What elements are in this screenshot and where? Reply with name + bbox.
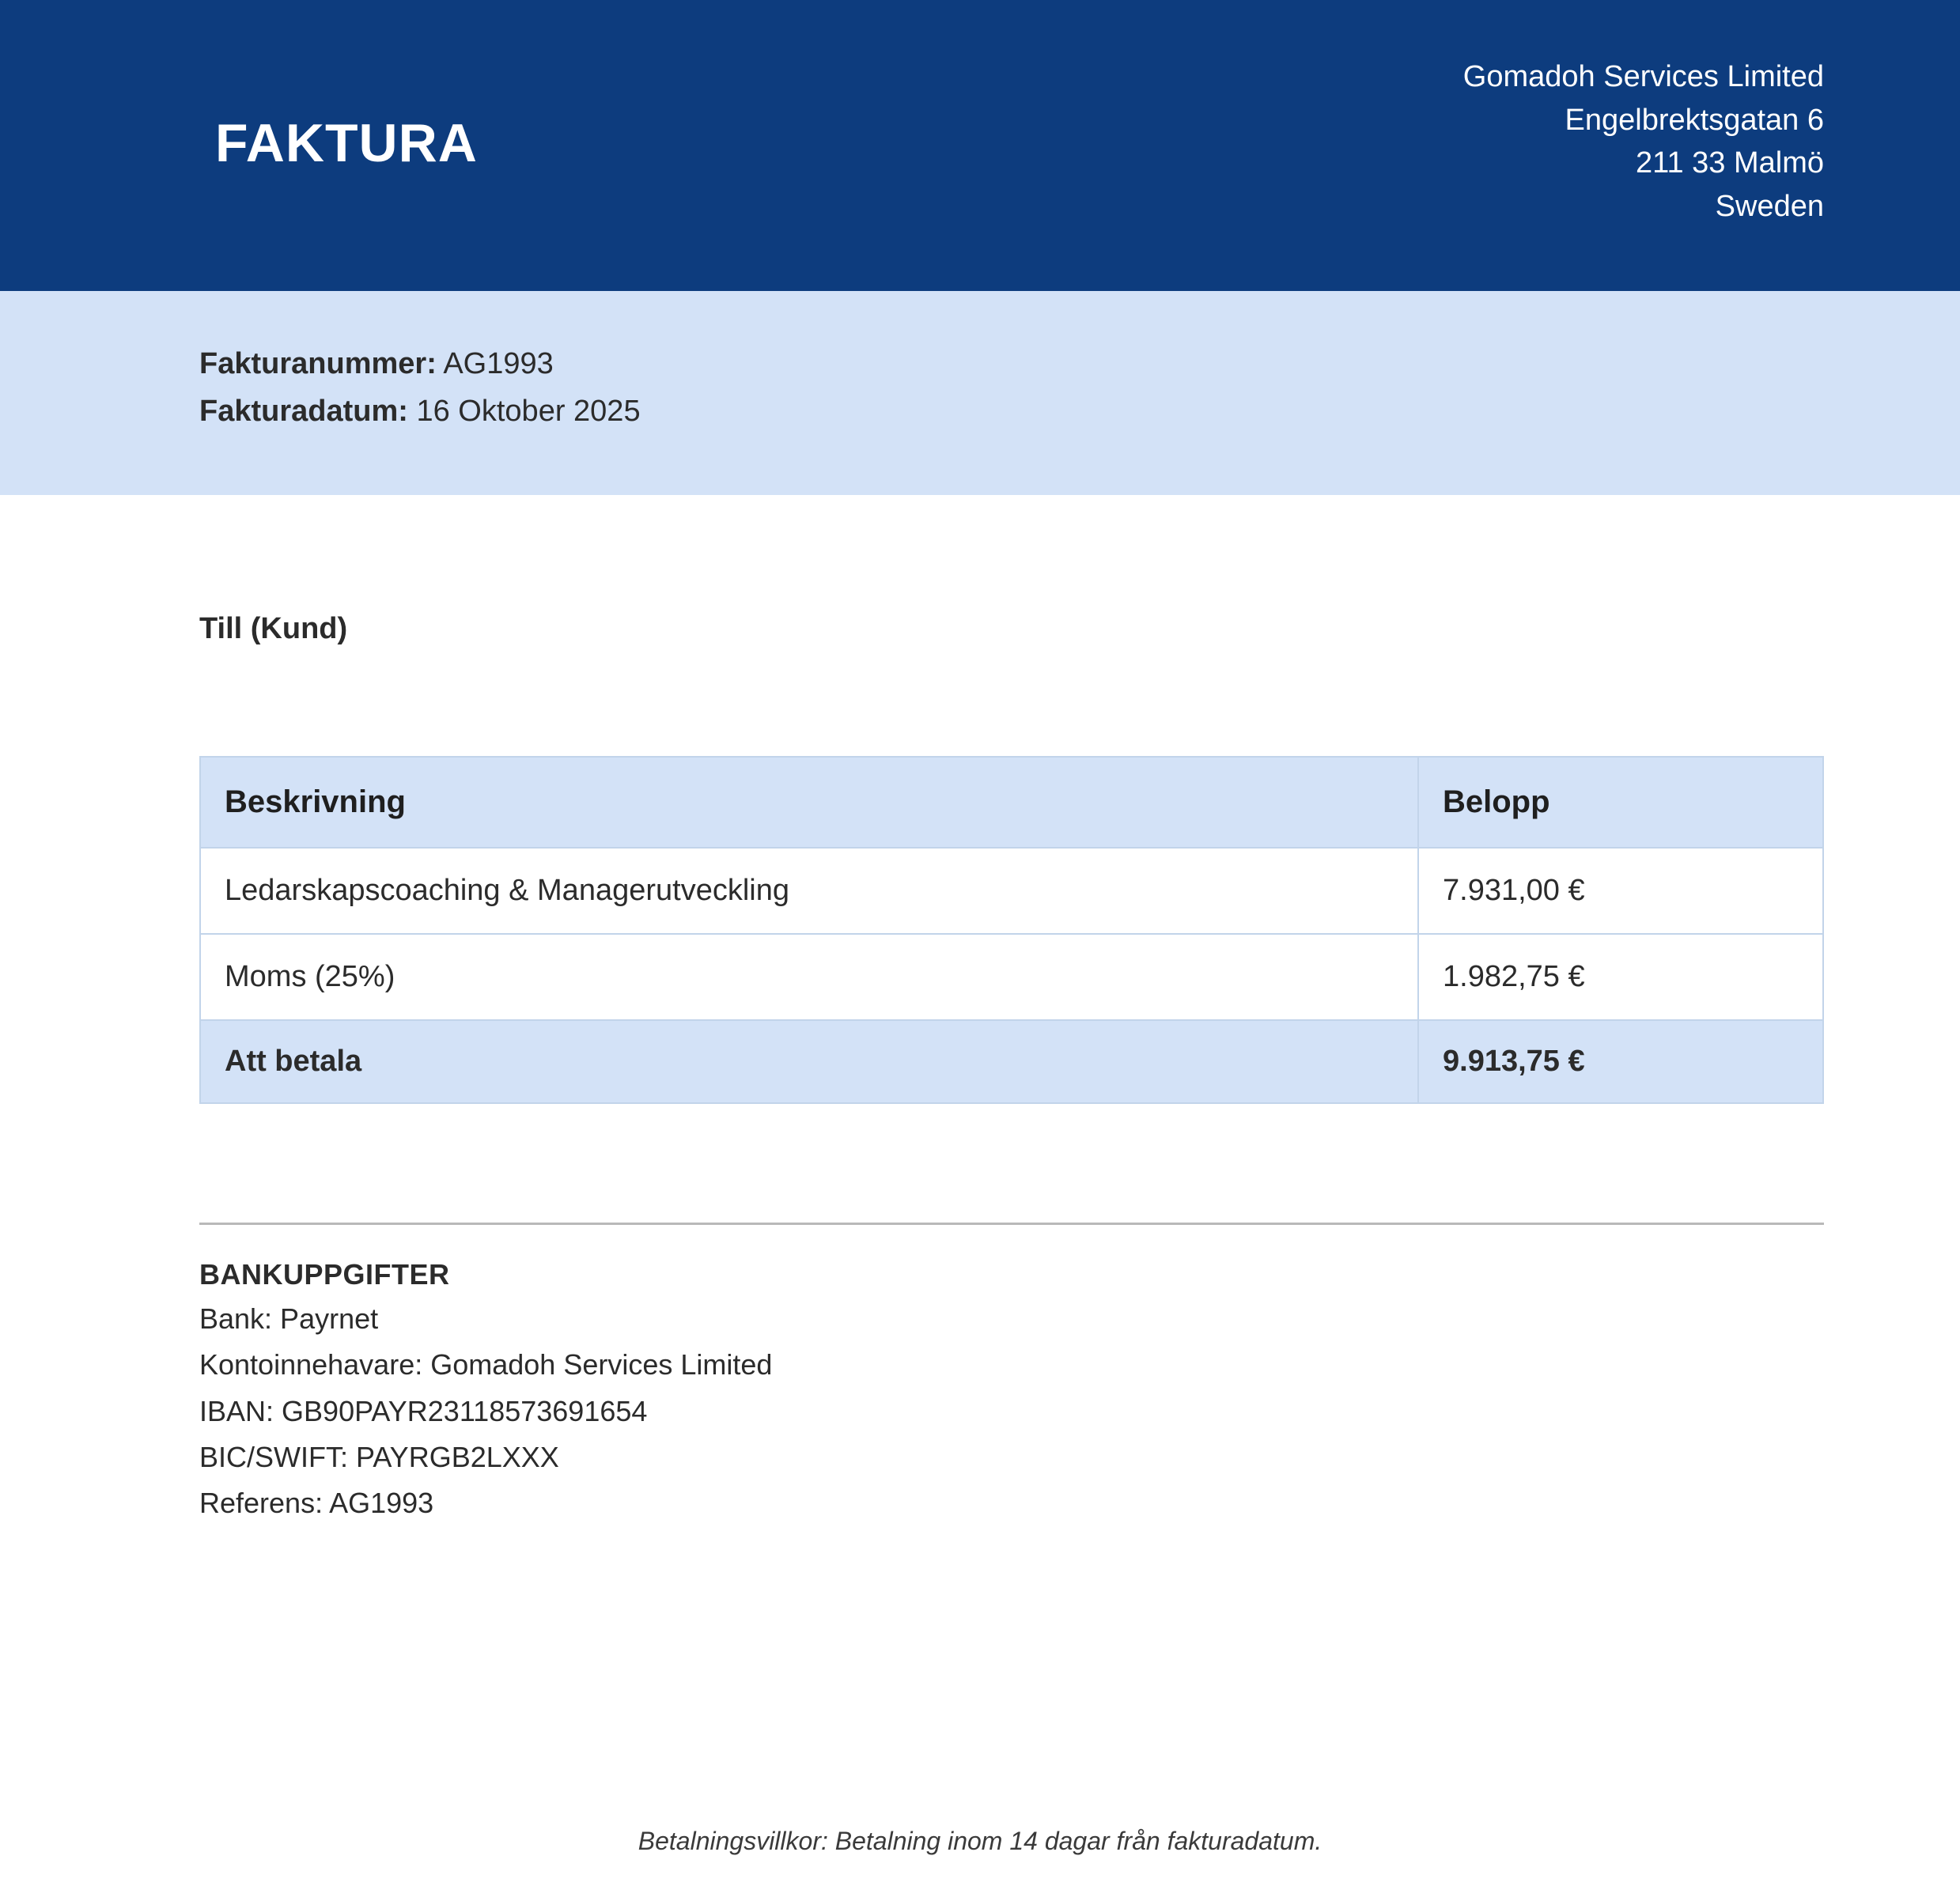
page-title: FAKTURA: [215, 113, 478, 173]
bank-line-bank: Bank: Payrnet: [199, 1302, 379, 1335]
total-label: Att betala: [200, 1020, 1418, 1103]
invoice-header: [0, 0, 1960, 291]
invoice-number-line: [199, 340, 1960, 387]
bank-line-iban: IBAN: GB90PAYR23118573691654: [199, 1394, 648, 1427]
items-table-body: [200, 848, 1823, 1103]
items-table-head: [200, 757, 1823, 848]
row-description: Moms (25%): [200, 934, 1418, 1020]
company-street: Engelbrektsgatan 6: [1565, 103, 1824, 137]
bank-details-title: BANKUPPGIFTER: [199, 1258, 450, 1291]
invoice-date-value: 16 Oktober 2025: [416, 395, 641, 429]
bank-line-bic-swift: BIC/SWIFT: PAYRGB2LXXX: [199, 1440, 559, 1473]
invoice-date-line: [199, 387, 1960, 435]
total-amount: 9.913,75 €: [1418, 1020, 1823, 1103]
customer-heading: Till (Kund): [199, 612, 348, 645]
column-header-description: Beskrivning: [200, 757, 1418, 848]
row-amount: 7.931,00 €: [1418, 848, 1823, 934]
items-table-wrapper: [199, 756, 1824, 1104]
items-table: [199, 756, 1824, 1104]
payment-terms-footer: Betalningsvillkor: Betalning inom 14 dagar från fakturadatum.: [638, 1827, 1322, 1855]
row-amount: 1.982,75 €: [1418, 934, 1823, 1020]
company-name: Gomadoh Services Limited: [1462, 60, 1824, 93]
table-header-row: [200, 757, 1823, 848]
invoice-date-label: Fakturadatum:: [199, 395, 408, 429]
bank-line-reference: Referens: AG1993: [199, 1487, 434, 1520]
bank-details-section: [199, 1223, 1824, 1527]
bank-line-account-holder: Kontoinnehavare: Gomadoh Services Limited: [199, 1348, 773, 1381]
invoice-number-label: Fakturanummer:: [199, 347, 437, 380]
company-country: Sweden: [1715, 190, 1824, 224]
invoice-meta-band: [0, 291, 1960, 495]
table-row-total: [200, 1020, 1823, 1103]
company-address-block: [1463, 55, 1824, 229]
company-postal-city: 211 33 Malmö: [1636, 146, 1824, 180]
customer-block: [0, 495, 1960, 756]
invoice-number-value: AG1993: [443, 347, 554, 380]
column-header-amount: Belopp: [1418, 757, 1823, 848]
table-row: [200, 934, 1823, 1020]
table-row: [200, 848, 1823, 934]
row-description: Ledarskapscoaching & Managerutveckling: [200, 848, 1418, 934]
